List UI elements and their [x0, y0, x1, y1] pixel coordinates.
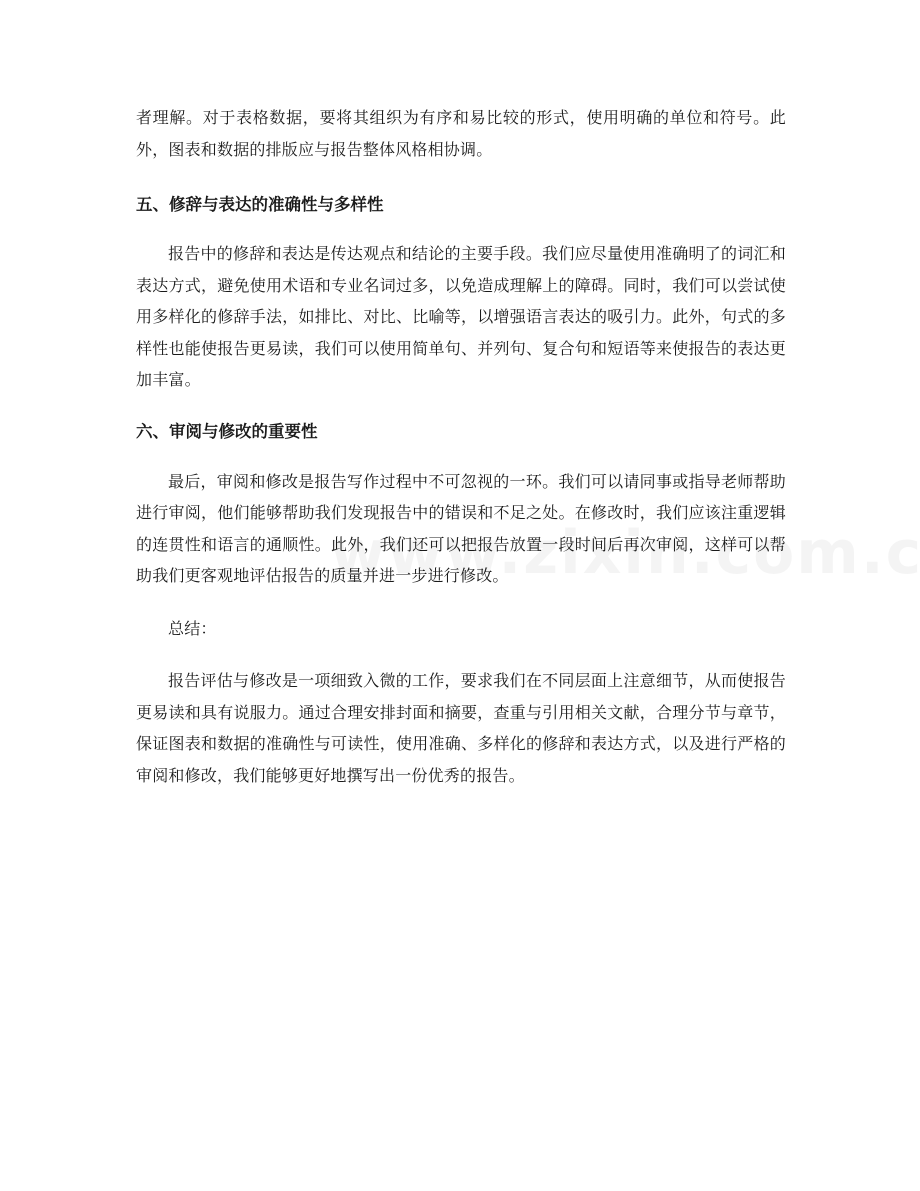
section-6-paragraph: 最后，审阅和修改是报告写作过程中不可忽视的一环。我们可以请同事或指导老师帮助进行审阅，他们能够帮助我们发现报告中的错误和不足之处。在修改时，我们应该注重逻辑的连贯性和语言的通顺性。此外，我们还可以把报告放置一段时间后再次审阅，这样可以帮助我们更客观地评估报告的质量并进一步进行修改。	[136, 471, 786, 585]
summary-paragraph: 报告评估与修改是一项细致入微的工作，要求我们在不同层面上注意细节，从而使报告更易读和具有说服力。通过合理安排封面和摘要，查重与引用相关文献，合理分节与章节，保证图表和数据的准确性与可读性，使用准确、多样化的修辞和表达方式，以及进行严格的审阅和修改，我们能够更好地撰写出一份优秀的报告。	[136, 671, 786, 785]
section-5-heading: 五、修辞与表达的准确性与多样性	[136, 195, 384, 214]
summary-label: 总结：	[168, 618, 217, 638]
intro-continuation-paragraph: 者理解。对于表格数据，要将其组织为有序和易比较的形式，使用明确的单位和符号。此外，图表和数据的排版应与报告整体风格相协调。	[136, 108, 786, 159]
section-5-paragraph: 报告中的修辞和表达是传达观点和结论的主要手段。我们应尽量使用准确明了的词汇和表达方式，避免使用术语和专业名词过多，以免造成理解上的障碍。同时，我们可以尝试使用多样化的修辞手法，如排比、对比、比喻等，以增强语言表达的吸引力。此外，句式的多样性也能使报告更易读，我们可以使用简单句、并列句、复合句和短语等来使报告的表达更加丰富。	[136, 244, 786, 389]
document-page	[136, 102, 786, 791]
section-6-heading: 六、审阅与修改的重要性	[136, 421, 318, 441]
